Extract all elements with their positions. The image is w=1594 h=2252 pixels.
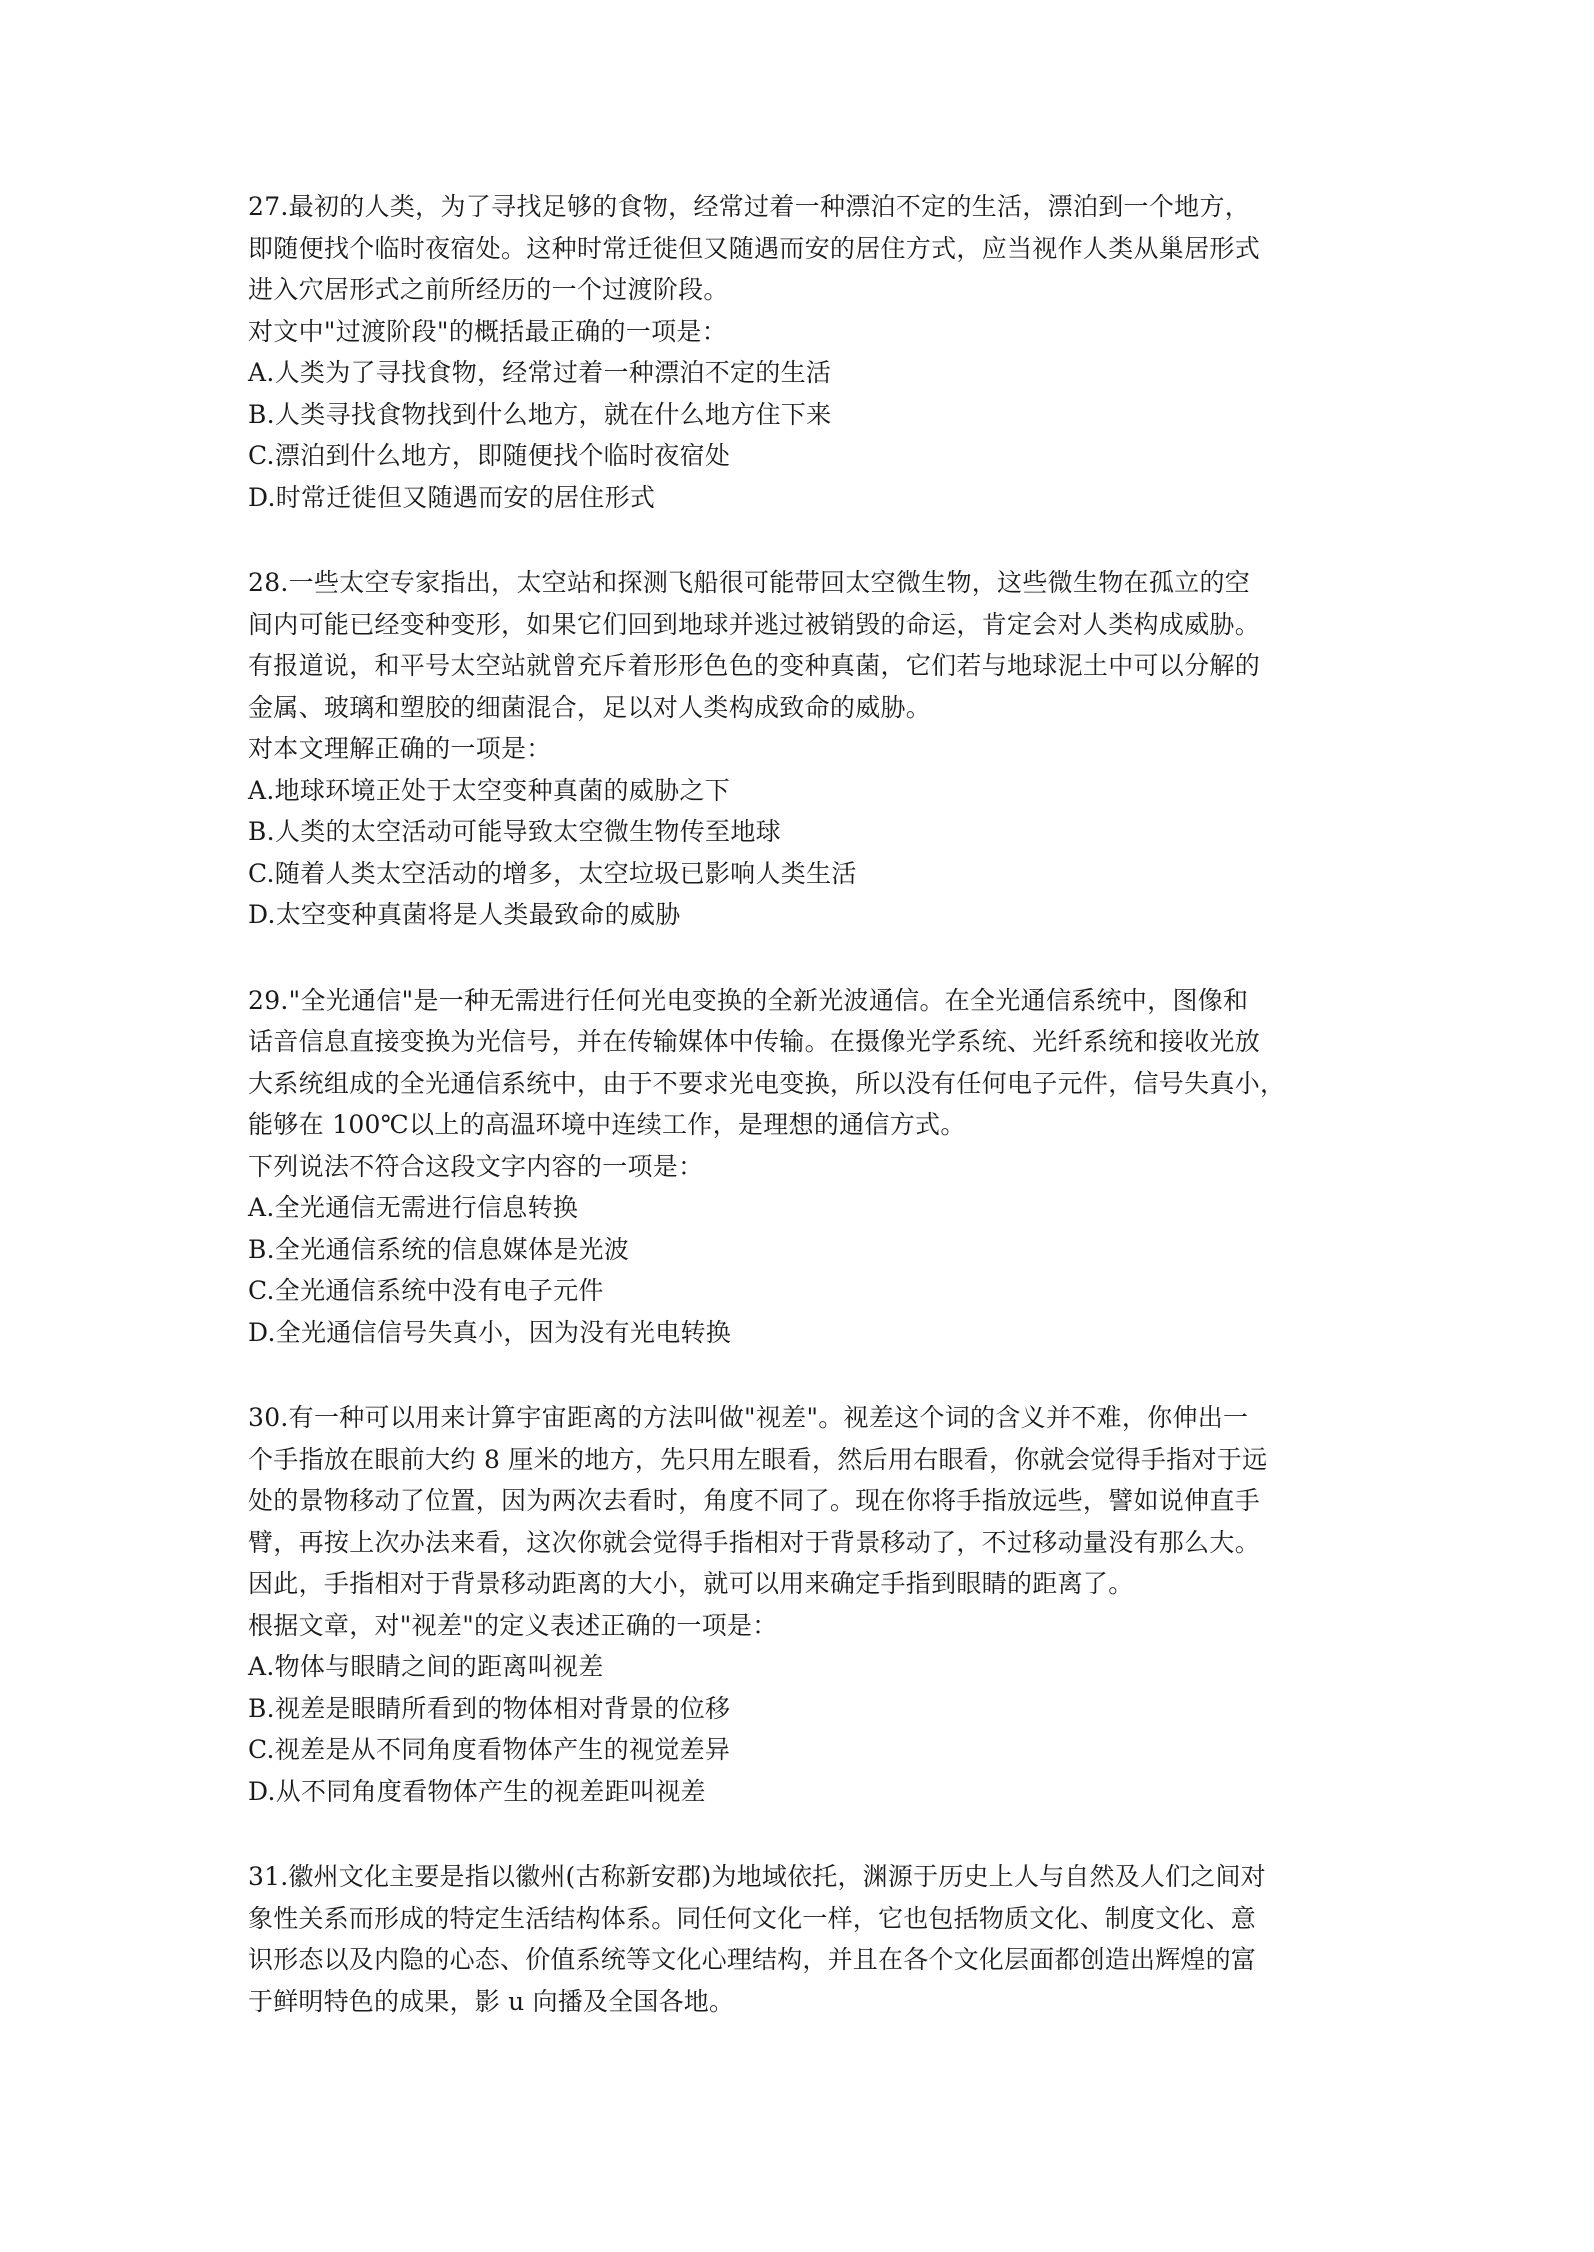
question-31-text-line-1: 31.徽州文化主要是指以徽州(古称新安郡)为地域依托，渊源于历史上人与自然及人们之间对: [248, 1862, 1266, 1891]
question-29-prompt: 下列说法不符合这段文字内容的一项是：: [248, 1151, 704, 1181]
question-30-text-line-2: 个手指放在眼前大约 8 厘米的地方，先只用左眼看，然后用右眼看，你就会觉得手指对于远: [248, 1444, 1268, 1474]
question-31-text-line-3: 识形态以及内隐的心态、价值系统等文化心理结构，并且在各个文化层面都创造出辉煌的富: [248, 1945, 1257, 1974]
question-27-prompt: 对文中"过渡阶段"的概括最正确的一项是：: [248, 316, 727, 346]
question-28-text-line-3: 有报道说，和平号太空站就曾充斥着形形色色的变种真菌，它们若与地球泥土中可以分解的: [248, 651, 1261, 680]
question-28-prompt: 对本文理解正确的一项是：: [248, 734, 552, 763]
question-29-option-a: A.全光通信无需进行信息转换: [248, 1193, 579, 1222]
question-27-text-line-1: 27.最初的人类，为了寻找足够的食物，经常过着一种漂泊不定的生活，漂泊到一个地方，: [248, 192, 1251, 221]
question-27: [248, 186, 1368, 518]
page-content: [248, 186, 1368, 2066]
question-30-text-line-1: 30.有一种可以用来计算宇宙距离的方法叫做"视差"。视差这个词的含义并不难，你伸出一: [248, 1403, 1249, 1432]
question-29-option-b: B.全光通信系统的信息媒体是光波: [248, 1234, 630, 1264]
question-30-option-d: D.从不同角度看物体产生的视差距叫视差: [248, 1776, 706, 1806]
question-30-text-line-4: 臂，再按上次办法来看，这次你就会觉得手指相对于背景移动了，不过移动量没有那么大。: [248, 1527, 1261, 1557]
question-30-option-b: B.视差是眼睛所看到的物体相对背景的位移: [248, 1693, 731, 1723]
question-31-text-line-2: 象性关系而形成的特定生活结构体系。同任何文化一样，它也包括物质文化、制度文化、意: [248, 1903, 1257, 1933]
question-31: [248, 1856, 1368, 2022]
question-30-text-line-3: 处的景物移动了位置，因为两次去看时，角度不同了。现在你将手指放远些，譬如说伸直手: [248, 1486, 1261, 1515]
question-28: [248, 562, 1368, 936]
question-27-option-c: C.漂泊到什么地方，即随便找个临时夜宿处: [248, 441, 731, 470]
question-28-option-d: D.太空变种真菌将是人类最致命的威胁: [248, 900, 681, 929]
question-30-option-c: C.视差是从不同角度看物体产生的视觉差异: [248, 1735, 731, 1764]
question-27-option-b: B.人类寻找食物找到什么地方，就在什么地方住下来: [248, 399, 832, 429]
question-28-option-c: C.随着人类太空活动的增多，太空垃圾已影响人类生活: [248, 858, 857, 888]
question-27-text-line-3: 进入穴居形式之前所经历的一个过渡阶段。: [248, 275, 729, 304]
question-29-text-line-1: 29."全光通信"是一种无需进行任何光电变换的全新光波通信。在全光通信系统中，图像和: [248, 985, 1249, 1015]
question-27-text-line-2: 即随便找个临时夜宿处。这种时常迁徙但又随遇而安的居住方式，应当视作人类从巢居形式: [248, 233, 1261, 263]
question-30-text-line-5: 因此，手指相对于背景移动距离的大小，就可以用来确定手指到眼睛的距离了。: [248, 1569, 1134, 1598]
question-27-option-d: D.时常迁徙但又随遇而安的居住形式: [248, 482, 656, 512]
question-29-text-line-4: 能够在 100℃以上的高温环境中连续工作，是理想的通信方式。: [248, 1110, 966, 1139]
question-30: [248, 1397, 1368, 1812]
question-29: [248, 980, 1368, 1354]
question-29-option-d: D.全光通信信号失真小，因为没有光电转换: [248, 1317, 732, 1347]
question-30-option-a: A.物体与眼睛之间的距离叫视差: [248, 1652, 604, 1681]
question-28-text-line-2: 间内可能已经变种变形，如果它们回到地球并逃过被销毁的命运，肯定会对人类构成威胁。: [248, 609, 1261, 639]
question-29-text-line-3: 大系统组成的全光通信系统中，由于不要求光电变换，所以没有任何电子元件，信号失真小，: [248, 1068, 1286, 1098]
question-29-option-c: C.全光通信系统中没有电子元件: [248, 1276, 604, 1305]
question-28-text-line-4: 金属、玻璃和塑胶的细菌混合，足以对人类构成致命的威胁。: [248, 692, 932, 722]
question-28-text-line-1: 28.一些太空专家指出，太空站和探测飞船很可能带回太空微生物，这些微生物在孤立的空: [248, 568, 1251, 597]
question-29-text-line-2: 话音信息直接变换为光信号，并在传输媒体中传输。在摄像光学系统、光纤系统和接收光放: [248, 1027, 1261, 1056]
question-28-option-b: B.人类的太空活动可能导致太空微生物传至地球: [248, 817, 781, 846]
question-28-option-a: A.地球环境正处于太空变种真菌的威胁之下: [248, 775, 731, 805]
question-31-text-line-4: 于鲜明特色的成果，影 u 向播及全国各地。: [248, 1986, 735, 2016]
question-30-prompt: 根据文章，对"视差"的定义表述正确的一项是：: [248, 1610, 778, 1640]
question-27-option-a: A.人类为了寻找食物，经常过着一种漂泊不定的生活: [248, 358, 832, 387]
